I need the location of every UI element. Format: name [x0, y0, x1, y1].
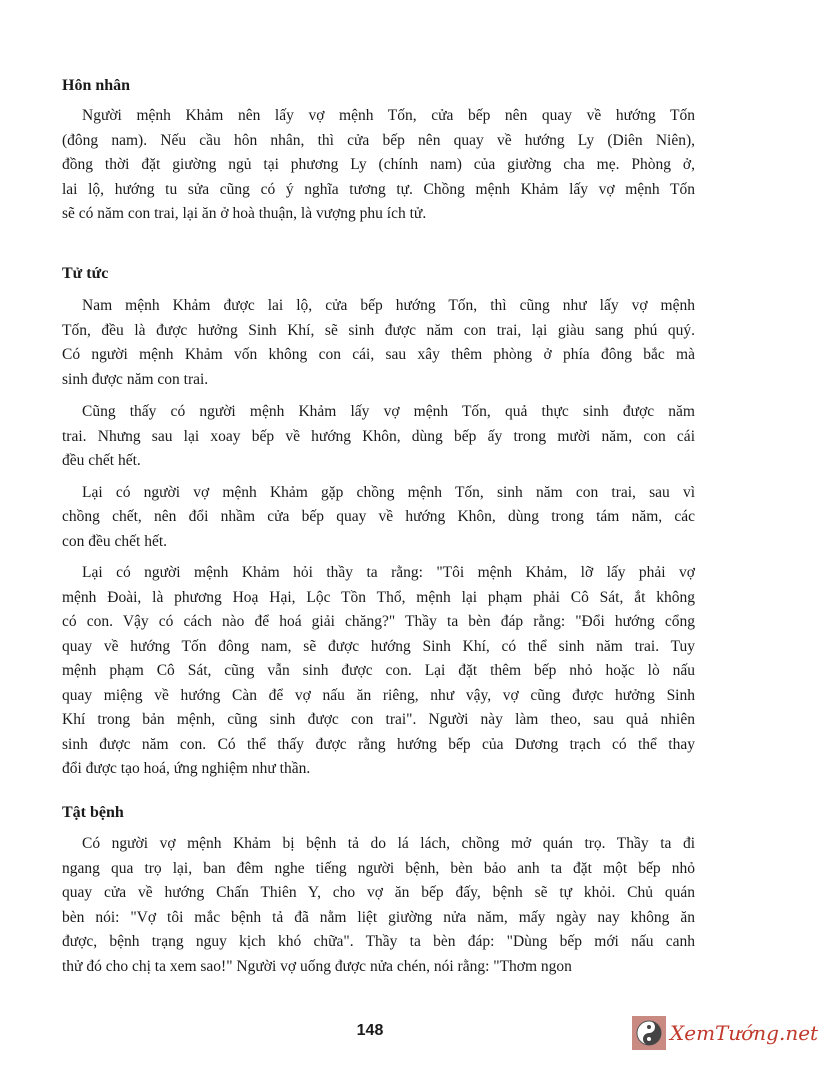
section-tu-tuc [62, 264, 695, 782]
text-line: Tốn, đều là được hưởng Sinh Khí, sẽ sinh được năm con trai, lại giàu sang phú quý. [62, 321, 695, 339]
section-hon-nhan [62, 76, 695, 227]
text-line: Lại có người vợ mệnh Khảm gặp chồng mệnh Tốn, sinh năm con trai, sau vì [82, 483, 695, 501]
text-line: được, bệnh trạng nguy kịch khó chữa". Thầy ta bèn đáp: "Dùng bếp mới nấu canh [62, 933, 695, 950]
section-heading: Hôn nhân [62, 77, 131, 94]
text-line: quay về hướng Tốn đông nam, sẽ được hướng Sinh Khí, có thể sinh năm trai. Tuy [62, 637, 695, 655]
section-heading: Tật bệnh [62, 804, 124, 821]
text-line: quay miệng về hướng Càn để vợ nấu ăn riêng, như vậy, vợ cũng được hưởng Sinh [62, 686, 695, 704]
paragraph [62, 832, 695, 979]
text-line: sinh được năm con trai. [62, 370, 209, 388]
text-line: trai. Nhưng sau lại xoay bếp về hướng Khôn, dùng bếp ấy trong mười năm, con cái [62, 427, 695, 445]
text-line: đồng thời đặt giường ngủ tại phương Ly (chính nam) của giường cha mẹ. Phòng ở, [62, 156, 695, 173]
text-line: ngang qua trọ lại, ban đêm nghe tiếng người bệnh, bèn bảo anh ta đặt một bếp nhỏ [62, 859, 695, 877]
text-line: có con. Vậy có cách nào để hoá giải chăng?" Thầy ta bèn đáp rằng: "Đổi hướng cổng [62, 613, 695, 630]
text-line: (đông nam). Nếu cầu hôn nhân, thì cửa bếp nên quay về hướng Ly (Diên Niên), [62, 131, 695, 149]
watermark-logo [632, 1016, 818, 1050]
paragraph [62, 294, 695, 392]
text-line: mệnh phạm Cô Sát, cũng vẫn sinh được con. Lại đặt thêm bếp nhỏ hoặc lò nấu [62, 662, 695, 679]
text-line: con đều chết hết. [62, 532, 168, 550]
text-line: đều chết hết. [62, 452, 141, 469]
text-line: bèn nói: "Vợ tôi mắc bệnh tả đã nằm liệt giường nửa năm, mấy ngày nay không ăn [62, 908, 695, 926]
paragraph [62, 104, 695, 227]
text-line: Cũng thấy có người mệnh Khảm lấy vợ mệnh Tốn, quả thực sinh được năm [82, 403, 695, 420]
text-line: Nam mệnh Khảm được lai lộ, cửa bếp hướng Tốn, thì cũng như lấy vợ mệnh [82, 297, 695, 314]
text-line: Khí trong bản mệnh, cũng sinh được con trai". Người này làm theo, sau quả nhiên [62, 711, 695, 728]
text-line: sẽ có năm con trai, lại ăn ở hoà thuận, là vượng phu ích tử. [62, 205, 427, 222]
text-line: chồng chết, nên đổi nhầm cửa bếp quay về hướng Khôn, dùng trong tám năm, các [62, 508, 695, 525]
paragraph [62, 400, 695, 474]
yin-yang-icon [632, 1016, 666, 1050]
page-number: 148 [356, 1022, 384, 1039]
section-tat-benh [62, 803, 695, 979]
paragraph [62, 481, 695, 555]
text-line: quay cửa về hướng Chấn Thiên Y, cho vợ ăn bếp đấy, bệnh sẽ tự khỏi. Chủ quán [62, 884, 695, 901]
watermark-text: XemTướng.net [670, 1021, 818, 1045]
text-line: Người mệnh Khảm nên lấy vợ mệnh Tốn, cửa bếp nên quay về hướng Tốn [82, 107, 695, 124]
text-line: sinh được năm con. Có thể thấy được rằng hướng bếp của Dương trạch có thể thay [62, 735, 695, 753]
text-line: mệnh Đoài, là phương Hoạ Hại, Lộc Tồn Thổ, mệnh lại phạm phải Cô Sát, ắt không [62, 588, 695, 606]
text-line: Có người mệnh Khảm vốn không con cái, sau xây thêm phòng ở phía đông bắc mà [62, 346, 695, 363]
section-heading: Tử tức [62, 265, 109, 282]
paragraph [62, 561, 695, 782]
text-line: Lại có người mệnh Khảm hỏi thầy ta rằng: "Tôi mệnh Khảm, lỡ lấy phải vợ [82, 564, 695, 581]
text-line: lai lộ, hướng tu sửa cũng có ý nghĩa tương tự. Chồng mệnh Khảm lấy vợ mệnh Tốn [62, 180, 695, 198]
text-line: đổi được tạo hoá, ứng nghiệm như thần. [62, 760, 311, 777]
text-line: Có người vợ mệnh Khảm bị bệnh tả do lá lách, chồng mở quán trọ. Thầy ta đi [82, 835, 695, 852]
text-line: thử đó cho chị ta xem sao!" Người vợ uống được nửa chén, nói rằng: "Thơm ngon [62, 957, 572, 975]
